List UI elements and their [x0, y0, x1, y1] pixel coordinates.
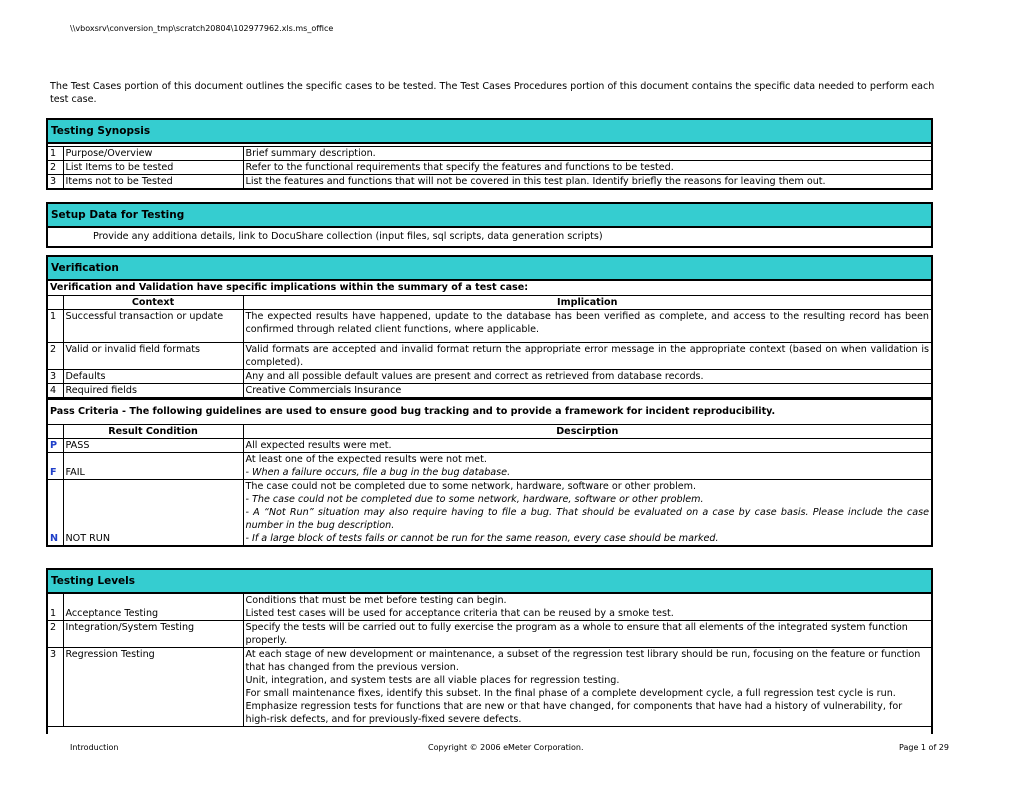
result-label-fail: FAIL — [63, 453, 243, 480]
result-code-fail: F — [48, 453, 63, 480]
result-desc-line: - When a failure occurs, file a bug in the bug database. — [245, 467, 511, 478]
row-description: Specify the tests will be carried out to fully exercise the program as a whole to ensure that all elements of the integrated system function properly. — [243, 621, 931, 648]
table-row — [48, 161, 931, 175]
table-row — [48, 310, 931, 343]
section-header: Setup Data for Testing — [48, 204, 931, 228]
row-number: 1 — [48, 147, 63, 161]
row-number: 1 — [48, 594, 63, 621]
row-number: 2 — [48, 343, 63, 370]
desc-line: At each stage of new development or maintenance, a subset of the regression test library should be run, focusing on the feature or function that has changed from the previous version. — [245, 649, 921, 673]
row-number: 3 — [48, 648, 63, 727]
table-row — [48, 343, 931, 370]
pass-criteria: Pass Criteria - The following guidelines are used to ensure good bug tracking and to provide a framework for incident reproducibility. — [48, 398, 931, 425]
desc-line: Conditions that must be met before testing can begin. — [245, 595, 507, 606]
desc-line: Unit, integration, and system tests are all viable places for regression testing. — [245, 675, 620, 686]
row-label: Acceptance Testing — [63, 594, 243, 621]
row-label: Valid or invalid field formats — [63, 343, 243, 370]
table-row — [48, 453, 931, 480]
result-desc-line: At least one of the expected results were not met. — [245, 454, 487, 465]
row-label: Regression Testing — [63, 648, 243, 727]
section-header: Testing Levels — [48, 570, 931, 594]
column-header-context: Context — [63, 296, 243, 310]
column-header-result: Result Condition — [63, 425, 243, 439]
table-row — [48, 439, 931, 453]
result-label-pass: PASS — [63, 439, 243, 453]
row-description: Refer to the functional requirements that specify the features and functions to be tested. — [243, 161, 931, 175]
file-path: \\vboxsrv\conversion_tmp\scratch20804\102977962.xls.ms_office — [70, 24, 334, 33]
row-label: Integration/System Testing — [63, 621, 243, 648]
intro-paragraph: The Test Cases portion of this document outlines the specific cases to be tested. The Test Cases Procedures portion of this document contains the specific data needed to perform each test case. — [50, 81, 935, 105]
testing-levels-section — [46, 568, 933, 734]
header-blank — [48, 425, 63, 439]
row-label: List Items to be tested — [63, 161, 243, 175]
row-description: Brief summary description. — [243, 147, 931, 161]
result-label-notrun: NOT RUN — [63, 480, 243, 546]
table-row — [48, 370, 931, 384]
row-description: List the features and functions that will not be covered in this test plan. Identify briefly the reasons for leaving them out. — [243, 175, 931, 189]
row-description: Any and all possible default values are present and correct as retrieved from database records. — [243, 370, 931, 384]
row-description: Creative Commercials Insurance — [243, 384, 931, 398]
verification-subtitle: Verification and Validation have specific implications within the summary of a test case: — [48, 281, 931, 296]
synopsis-table — [48, 146, 931, 188]
footer-left: Introduction — [70, 743, 119, 752]
result-desc-line: The case could not be completed due to some network, hardware, software or other problem. — [245, 481, 697, 492]
row-description: The expected results have happened, update to the database has been verified as complete, and access to the resulting record has been confirmed through related client functions, where applicable. — [243, 310, 931, 343]
table-row — [48, 621, 931, 648]
table-row — [48, 594, 931, 621]
result-desc-line: - A “Not Run” situation may also require having to file a bug. That should be evaluated on a case by case basis. Please include the case number in the bug description. — [245, 507, 929, 531]
row-label: Purpose/Overview — [63, 147, 243, 161]
setup-text: Provide any additiona details, link to DocuShare collection (input files, sql scripts, data generation scripts) — [93, 231, 603, 242]
testing-synopsis-section — [46, 118, 933, 190]
result-desc-pass: All expected results were met. — [243, 439, 931, 453]
desc-line: Emphasize regression tests for functions that are new or that have changed, for components that have had a history of vulnerability, for high-risk defects, and for previously-fixed severe defects. — [245, 701, 903, 725]
result-desc-notrun — [243, 480, 931, 546]
table-header-row — [48, 425, 931, 439]
row-label: Defaults — [63, 370, 243, 384]
pass-criteria-table — [48, 425, 931, 545]
row-label: Successful transaction or update — [63, 310, 243, 343]
header-blank — [48, 296, 63, 310]
result-desc-fail — [243, 453, 931, 480]
result-desc-line: - If a large block of tests fails or cannot be run for the same reason, every case should be marked. — [245, 533, 719, 544]
verification-section — [46, 255, 933, 547]
desc-line: For small maintenance fixes, identify this subset. In the final phase of a complete development cycle, a full regression test cycle is run. — [245, 688, 896, 699]
row-number: 3 — [48, 175, 63, 189]
row-label: Required fields — [63, 384, 243, 398]
row-number: 1 — [48, 310, 63, 343]
row-number: 4 — [48, 384, 63, 398]
result-code-pass: P — [48, 439, 63, 453]
row-number: 3 — [48, 370, 63, 384]
verification-table — [48, 296, 931, 398]
column-header-description: Descirption — [243, 425, 931, 439]
table-row — [48, 175, 931, 189]
result-desc-line: - The case could not be completed due to some network, hardware, software or other problem. — [245, 494, 704, 505]
footer-copyright: Copyright © 2006 eMeter Corporation. — [428, 743, 584, 752]
row-description — [243, 594, 931, 621]
row-number: 2 — [48, 621, 63, 648]
row-description: Valid formats are accepted and invalid format return the appropriate error message in the appropriate context (based on when validation is completed). — [243, 343, 931, 370]
table-header-row — [48, 296, 931, 310]
table-row — [48, 648, 931, 727]
result-code-notrun: N — [48, 480, 63, 546]
table-row — [48, 384, 931, 398]
setup-data-section — [46, 202, 933, 248]
section-header: Verification — [48, 257, 931, 281]
desc-line: Listed test cases will be used for acceptance criteria that can be reused by a smoke test. — [245, 608, 674, 619]
table-row — [48, 147, 931, 161]
footer-page-number: Page 1 of 29 — [899, 743, 949, 752]
table-row — [48, 480, 931, 546]
section-header: Testing Synopsis — [48, 120, 931, 144]
levels-table — [48, 594, 931, 727]
row-description — [243, 648, 931, 727]
row-number: 2 — [48, 161, 63, 175]
column-header-implication: Implication — [243, 296, 931, 310]
row-label: Items not to be Tested — [63, 175, 243, 189]
